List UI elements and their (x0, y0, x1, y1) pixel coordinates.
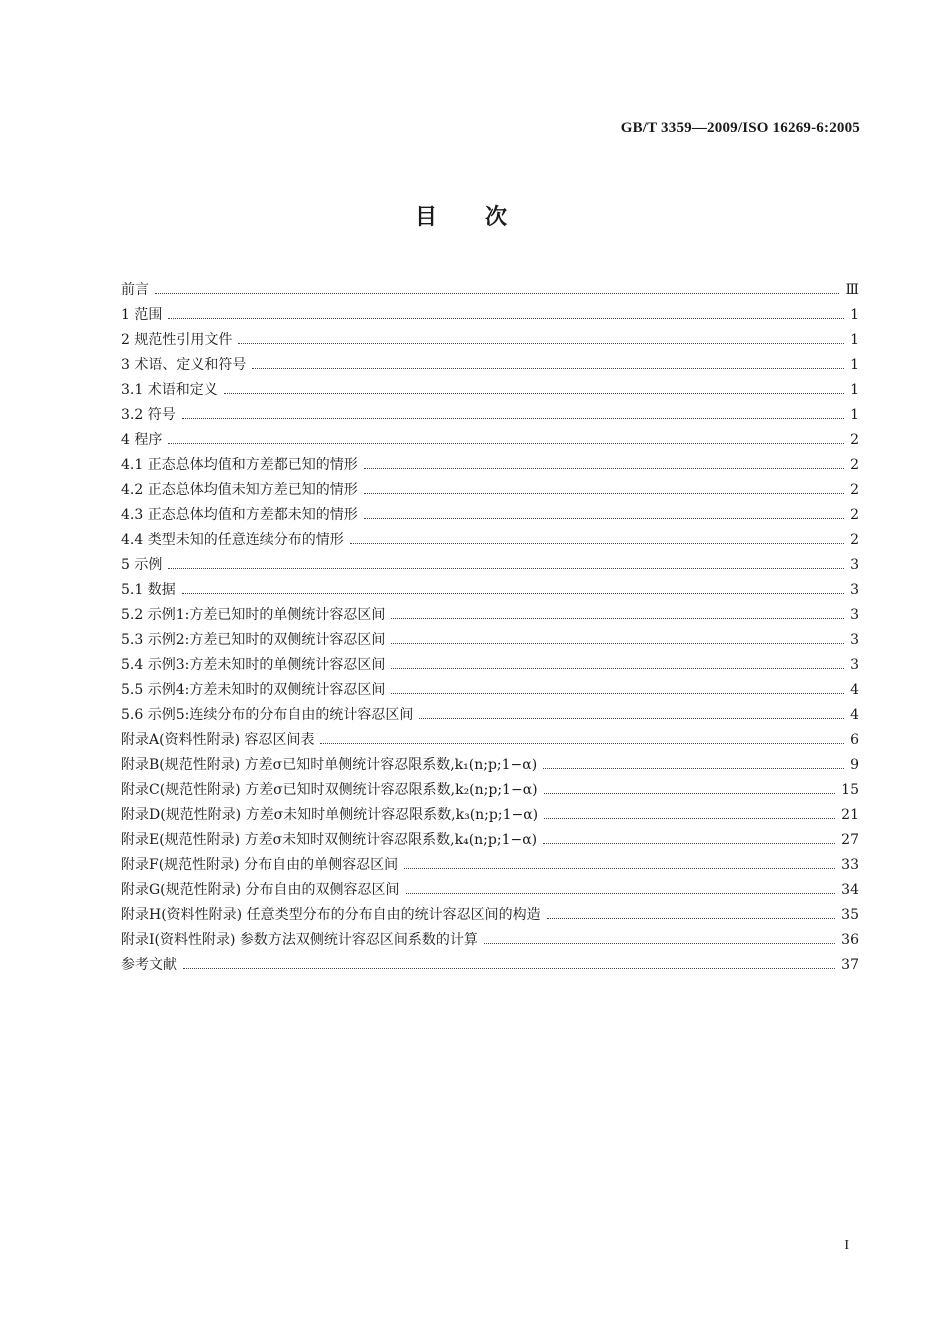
toc-entry[interactable] (121, 403, 859, 428)
toc-entry-label: 附录B(规范性附录) 方差σ已知时单侧统计容忍限系数,k₁(n;p;1−α) (121, 757, 538, 773)
toc-dot-leader (168, 443, 844, 444)
toc-entry-label: 5.3 示例2:方差已知时的双侧统计容忍区间 (121, 632, 386, 648)
toc-entry-label: 5.4 示例3:方差未知时的单侧统计容忍区间 (121, 657, 386, 673)
toc-entry[interactable] (121, 853, 859, 878)
toc-entry-page: 9 (850, 757, 859, 773)
toc-dot-leader (350, 543, 844, 544)
toc-entry-page: 33 (841, 857, 859, 873)
toc-entry-label: 附录F(规范性附录) 分布自由的单侧容忍区间 (121, 857, 399, 873)
toc-entry[interactable] (121, 378, 859, 403)
toc-entry[interactable] (121, 828, 859, 853)
toc-entry-page: 1 (850, 357, 859, 373)
toc-entry-page: 2 (850, 457, 859, 473)
toc-entry[interactable] (121, 353, 859, 378)
toc-entry-page: 37 (841, 957, 859, 973)
toc-entry-label: 5 示例 (121, 557, 163, 573)
toc-entry[interactable] (121, 278, 859, 303)
toc-entry[interactable] (121, 628, 859, 653)
toc-entry-label: 5.5 示例4:方差未知时的双侧统计容忍区间 (121, 682, 386, 698)
toc-entry-page: 1 (850, 407, 859, 423)
toc-entry-label: 1 范围 (121, 307, 163, 323)
toc-entry-label: 4.3 正态总体均值和方差都未知的情形 (121, 507, 358, 523)
toc-entry[interactable] (121, 453, 859, 478)
toc-dot-leader (391, 693, 844, 694)
toc-dot-leader (544, 793, 836, 794)
toc-entry[interactable] (121, 778, 859, 803)
toc-dot-leader (391, 643, 844, 644)
toc-entry-label: 附录A(资料性附录) 容忍区间表 (121, 732, 315, 748)
toc-dot-leader (168, 568, 844, 569)
toc-entry-page: 21 (841, 807, 859, 823)
toc-entry-label: 4.2 正态总体均值未知方差已知的情形 (121, 482, 358, 498)
toc-dot-leader (252, 368, 844, 369)
toc-entry-page: 2 (850, 432, 859, 448)
toc-entry-page: 36 (841, 932, 859, 948)
toc-entry[interactable] (121, 878, 859, 903)
page-title: 目次 (414, 205, 555, 230)
toc-dot-leader (391, 618, 844, 619)
toc-entry-page: 4 (850, 707, 859, 723)
toc-dot-leader (183, 968, 835, 969)
toc-dot-leader (364, 493, 844, 494)
toc-entry-page: 2 (850, 507, 859, 523)
toc-entry-page: 3 (850, 657, 859, 673)
toc-entry[interactable] (121, 553, 859, 578)
toc-entry[interactable] (121, 953, 859, 978)
toc-dot-leader (238, 343, 844, 344)
toc-entry-page: 15 (841, 782, 859, 798)
toc-entry-label: 附录E(规范性附录) 方差σ未知时双侧统计容忍限系数,k₄(n;p;1−α) (121, 832, 538, 848)
toc-dot-leader (406, 893, 836, 894)
toc-dot-leader (224, 393, 844, 394)
toc-dot-leader (364, 518, 844, 519)
toc-entry-page: 2 (850, 482, 859, 498)
toc-entry-page: 3 (850, 557, 859, 573)
toc-dot-leader (544, 818, 835, 819)
toc-entry-label: 附录G(规范性附录) 分布自由的双侧容忍区间 (121, 882, 400, 898)
toc-dot-leader (364, 468, 844, 469)
toc-entry-label: 2 规范性引用文件 (121, 332, 233, 348)
toc-entry[interactable] (121, 303, 859, 328)
toc-entry-label: 3.1 术语和定义 (121, 382, 218, 398)
toc-entry[interactable] (121, 578, 859, 603)
toc-entry-page: 1 (850, 332, 859, 348)
toc-entry[interactable] (121, 753, 859, 778)
toc-dot-leader (168, 318, 844, 319)
toc-dot-leader (320, 743, 844, 744)
toc-entry-label: 4.1 正态总体均值和方差都已知的情形 (121, 457, 358, 473)
toc-entry[interactable] (121, 678, 859, 703)
toc-entry-page: 34 (841, 882, 859, 898)
toc-dot-leader (543, 843, 835, 844)
toc-entry[interactable] (121, 428, 859, 453)
toc-entry-page: 35 (841, 907, 859, 923)
toc-dot-leader (391, 668, 844, 669)
toc-dot-leader (484, 943, 835, 944)
toc-entry-label: 参考文献 (121, 957, 177, 973)
toc-dot-leader (419, 718, 844, 719)
toc-entry-page: 1 (850, 382, 859, 398)
toc-entry-label: 4 程序 (121, 432, 163, 448)
toc-entry-label: 附录D(规范性附录) 方差σ未知时单侧统计容忍限系数,k₃(n;p;1−α) (121, 807, 539, 823)
toc-entry[interactable] (121, 328, 859, 353)
toc-entry[interactable] (121, 703, 859, 728)
toc-entry[interactable] (121, 903, 859, 928)
toc-entry-label: 3.2 符号 (121, 407, 176, 423)
toc-entry-label: 5.6 示例5:连续分布的分布自由的统计容忍区间 (121, 707, 414, 723)
toc-entry-label: 附录C(规范性附录) 方差σ已知时双侧统计容忍限系数,k₂(n;p;1−α) (121, 782, 538, 798)
toc-entry-page: Ⅲ (845, 282, 859, 298)
toc-entry-page: 6 (850, 732, 859, 748)
toc-entry-page: 2 (850, 532, 859, 548)
toc-entry[interactable] (121, 653, 859, 678)
toc-entry-page: 3 (850, 582, 859, 598)
toc-dot-leader (155, 293, 839, 294)
toc-entry-page: 27 (841, 832, 859, 848)
toc-entry[interactable] (121, 528, 859, 553)
toc-entry[interactable] (121, 503, 859, 528)
toc-dot-leader (404, 868, 835, 869)
toc-entry-label: 5.1 数据 (121, 582, 176, 598)
toc-entry[interactable] (121, 603, 859, 628)
toc-dot-leader (182, 418, 844, 419)
toc-entry-label: 3 术语、定义和符号 (121, 357, 247, 373)
toc-entry-page: 3 (850, 607, 859, 623)
toc-dot-leader (543, 768, 844, 769)
toc-entry[interactable] (121, 928, 859, 953)
toc-entry-page: 1 (850, 307, 859, 323)
toc-entry-page: 3 (850, 632, 859, 648)
toc-dot-leader (182, 593, 844, 594)
toc-dot-leader (547, 918, 836, 919)
toc-entry-label: 5.2 示例1:方差已知时的单侧统计容忍区间 (121, 607, 386, 623)
toc-entry-label: 前言 (121, 282, 149, 298)
toc-entry[interactable] (121, 478, 859, 503)
toc-entry[interactable] (121, 803, 859, 828)
toc-entry-page: 4 (850, 682, 859, 698)
toc-entry-label: 附录I(资料性附录) 参数方法双侧统计容忍区间系数的计算 (121, 932, 478, 948)
toc-entry-label: 4.4 类型未知的任意连续分布的情形 (121, 532, 344, 548)
toc-entry[interactable] (121, 728, 859, 753)
toc-entry-label: 附录H(资料性附录) 任意类型分布的分布自由的统计容忍区间的构造 (121, 907, 541, 923)
table-of-contents (121, 278, 859, 978)
standard-code: GB/T 3359—2009/ISO 16269-6:2005 (620, 120, 860, 136)
page-number: I (844, 1238, 849, 1253)
